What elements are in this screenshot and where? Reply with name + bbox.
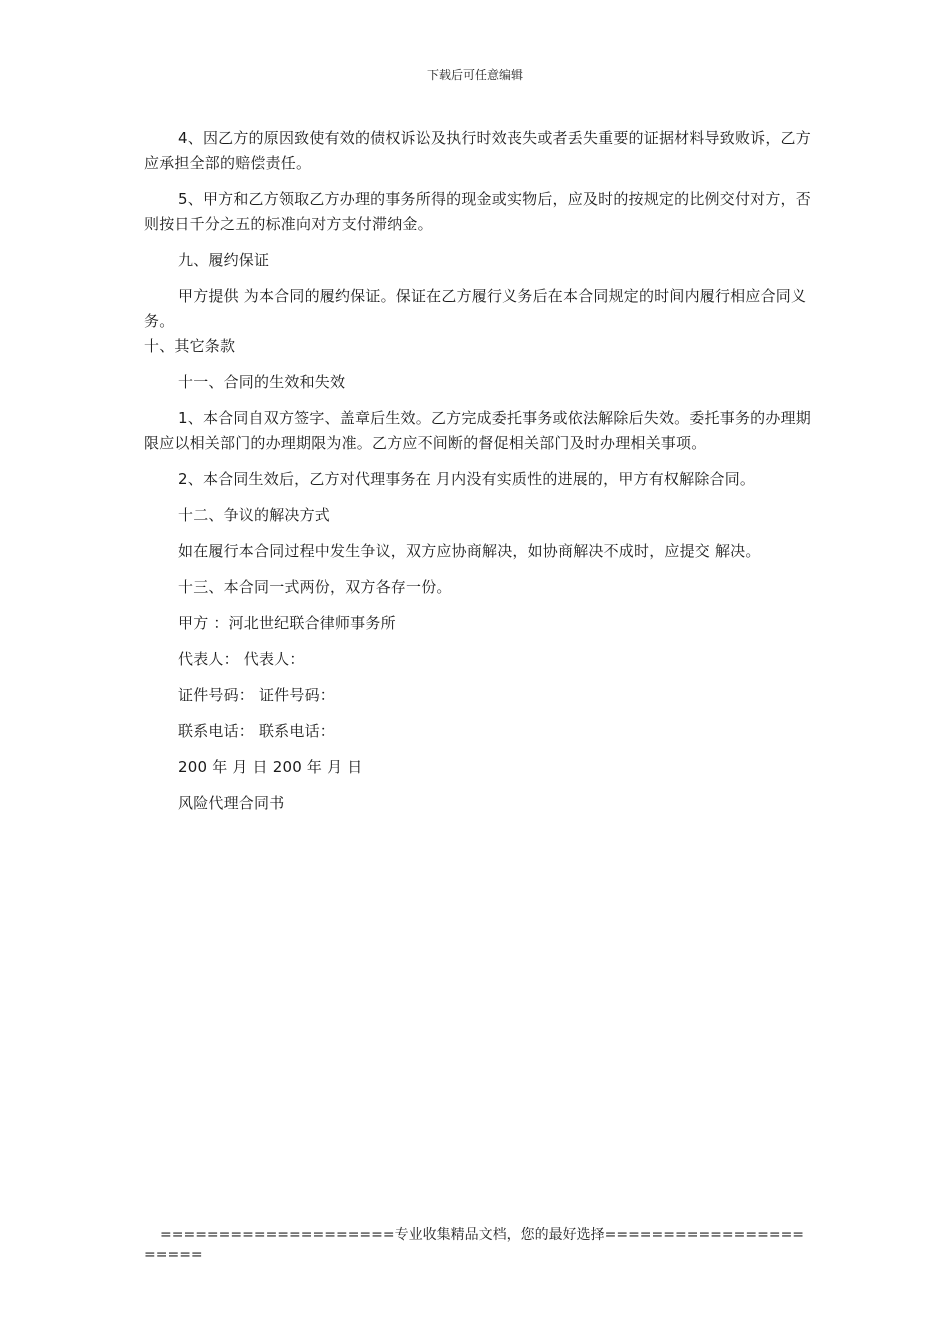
id-number-line: 证件号码： 证件号码： — [178, 686, 335, 704]
date-line: 200 年 月 日 200 年 月 日 — [178, 758, 363, 776]
clause-4-paragraph: 4、因乙方的原因致使有效的债权诉讼及执行时效丧失或者丢失重要的证据材料导致败诉，乙方应承担全部的赔偿责任。 — [144, 129, 811, 172]
section-10-heading: 十、其它条款 — [144, 337, 236, 355]
section-12-heading: 十二、争议的解决方式 — [178, 506, 331, 524]
page-header: 下载后可任意编辑 — [426, 68, 523, 82]
section-13-paragraph: 十三、本合同一式两份，双方各存一份。 — [178, 578, 452, 596]
document-title-line: 风险代理合同书 — [178, 794, 285, 812]
document-body — [144, 126, 824, 827]
page-footer: ====================专业收集精品文档，您的最好选择====================== — [144, 1227, 805, 1263]
dispute-paragraph: 如在履行本合同过程中发生争议，双方应协商解决，如协商解决不成时，应提交 解决。 — [178, 542, 761, 560]
phone-line: 联系电话： 联系电话： — [178, 722, 335, 740]
section-11-heading: 十一、合同的生效和失效 — [178, 373, 346, 391]
clause-5-paragraph: 5、甲方和乙方领取乙方办理的事务所得的现金或实物后，应及时的按规定的比例交付对方，否则按日千分之五的标准向对方支付滞纳金。 — [144, 190, 811, 233]
guarantee-paragraph: 甲方提供 为本合同的履约保证。保证在乙方履行义务后在本合同规定的时间内履行相应合同义务。 — [144, 287, 807, 330]
party-a-line: 甲方 ：河北世纪联合律师事务所 — [178, 614, 396, 632]
representative-line: 代表人： 代表人： — [178, 650, 305, 668]
effect-clause-1-paragraph: 1、本合同自双方签字、盖章后生效。乙方完成委托事务或依法解除后失效。委托事务的办理期限应以相关部门的办理期限为准。乙方应不间断的督促相关部门及时办理相关事项。 — [144, 409, 811, 452]
section-9-heading: 九、履约保证 — [178, 251, 270, 269]
effect-clause-2-paragraph: 2、本合同生效后，乙方对代理事务在 月内没有实质性的进展的，甲方有权解除合同。 — [178, 470, 756, 488]
